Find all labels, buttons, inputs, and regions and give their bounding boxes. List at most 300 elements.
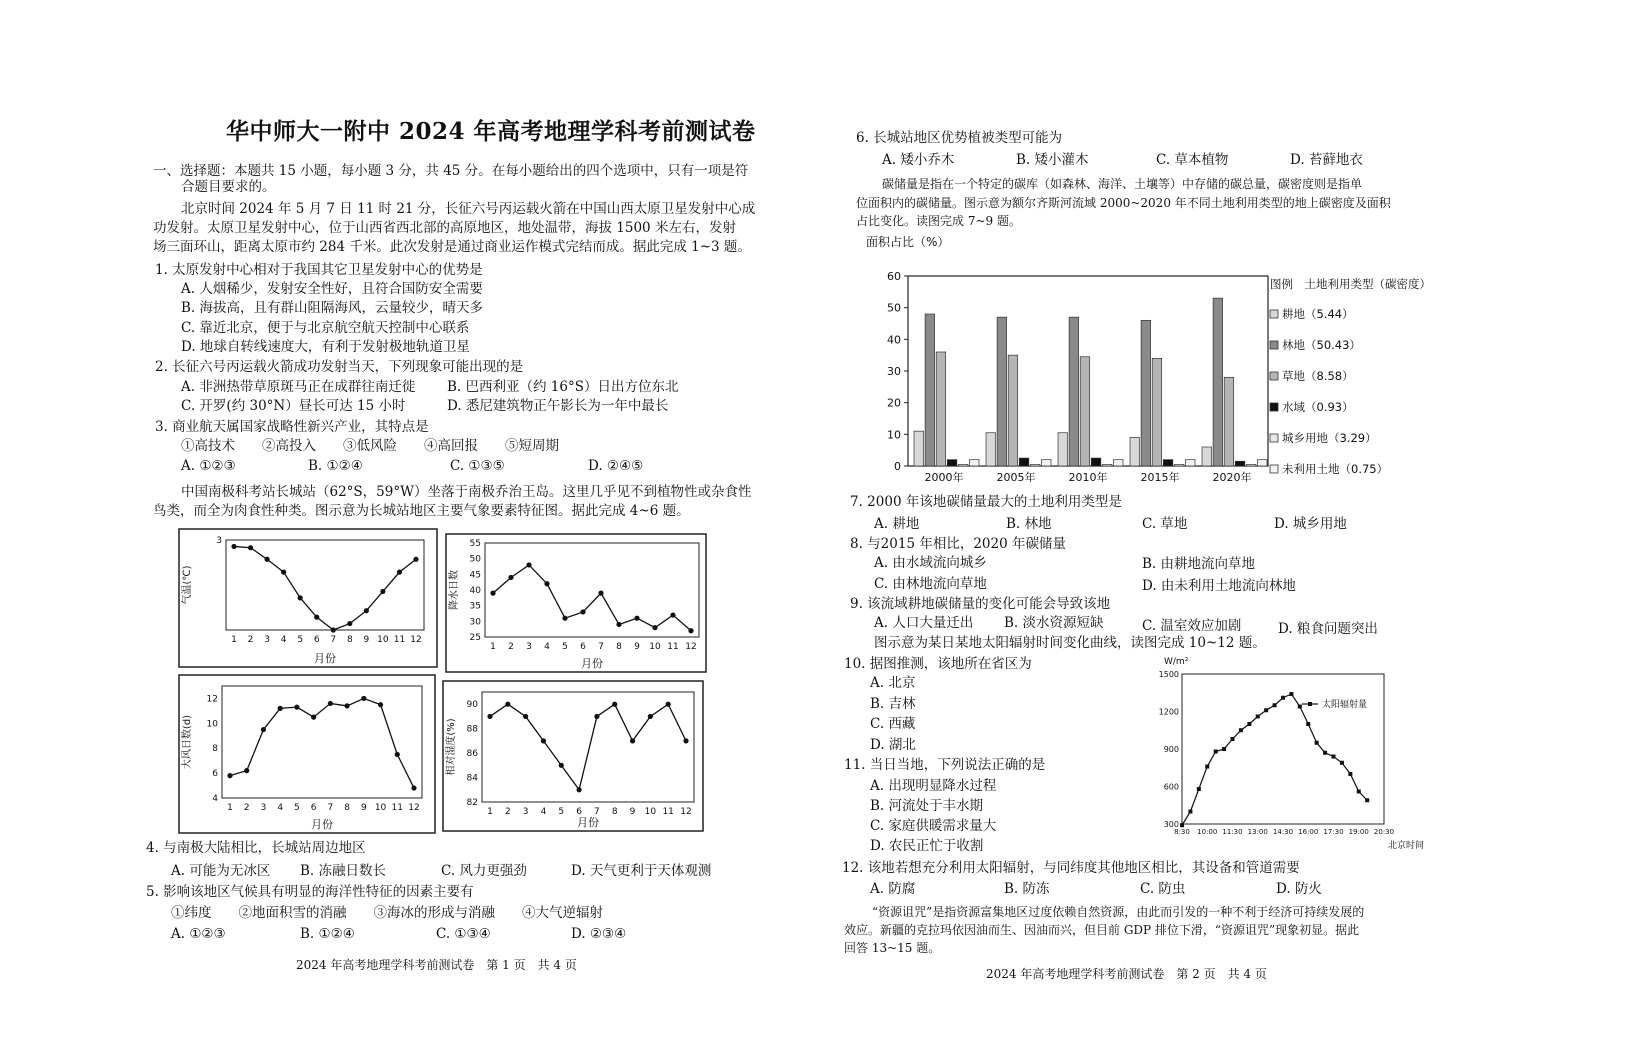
x-tick-label: 1	[227, 803, 233, 813]
y-tick-label: 60	[887, 270, 901, 283]
passage-line: 碳储量是指在一个特定的碳库（如森林、海洋、土壤等）中存储的碳总量，碳密度则是指单	[882, 177, 1363, 191]
question-9-stem: 9. 该流域耕地碳储量的变化可能会导致该地	[850, 596, 1111, 612]
x-tick-label: 6	[576, 807, 582, 817]
data-point	[311, 715, 316, 720]
legend-swatch	[1270, 372, 1278, 380]
y-tick-label: 30	[469, 617, 481, 628]
bar	[1042, 460, 1052, 466]
x-tick-label: 8	[344, 803, 350, 813]
data-point	[395, 752, 400, 757]
data-point	[544, 581, 549, 586]
bar	[1163, 460, 1173, 466]
q3-option-d[interactable]: D. ②④⑤	[588, 458, 644, 474]
y-tick-label: 8	[212, 744, 218, 755]
data-point	[505, 702, 510, 707]
q7-option-b[interactable]: B. 林地	[1006, 516, 1052, 532]
data-point	[490, 591, 495, 596]
data-point	[598, 591, 603, 596]
q6-option-b[interactable]: B. 矮小灌木	[1016, 152, 1089, 168]
q3-items: ①高技术 ②高投入 ③低风险 ④高回报 ⑤短周期	[181, 438, 559, 454]
x-tick-label: 10	[377, 635, 389, 645]
q3-option-a[interactable]: A. ①②③	[181, 458, 236, 474]
bar	[997, 317, 1007, 466]
x-tick-label: 16:00	[1298, 828, 1319, 836]
bar	[1030, 464, 1040, 466]
y-tick-label: 900	[1163, 745, 1179, 754]
x-tick-label: 2020年	[1212, 471, 1252, 484]
x-tick-label: 8	[611, 807, 618, 817]
q7-option-a[interactable]: A. 耕地	[874, 516, 920, 532]
q11-option-c[interactable]: C. 家庭供暖需求量大	[870, 818, 997, 834]
question-10-stem: 10. 据图推测，该地所在省区为	[844, 656, 1032, 672]
data-point	[559, 763, 564, 768]
data-point	[562, 616, 567, 621]
data-point	[1231, 737, 1235, 741]
x-tick-label: 4	[277, 803, 284, 813]
x-axis-label: 月份	[311, 818, 333, 831]
plot-area	[226, 540, 424, 630]
temperature-chart	[178, 528, 438, 668]
x-tick-label: 6	[580, 642, 586, 652]
x-axis-label: 月份	[581, 657, 603, 670]
bar	[1202, 447, 1212, 466]
q5-option-c[interactable]: C. ①③④	[436, 926, 491, 942]
x-tick-label: 10:00	[1197, 828, 1218, 836]
series-line	[493, 565, 691, 631]
data-point	[261, 727, 266, 732]
exam-title: 华中师大一附中 2024 年高考地理学科考前测试卷	[226, 118, 756, 145]
y-axis-label: 大风日数(d)	[182, 714, 193, 770]
q12-option-d[interactable]: D. 防火	[1276, 881, 1322, 897]
q6-option-d[interactable]: D. 苔藓地衣	[1290, 152, 1363, 168]
x-tick-label: 19:00	[1348, 828, 1369, 836]
data-point	[670, 612, 675, 617]
q2-option-a[interactable]: A. 非洲热带草原斑马正在成群往南迁徙	[181, 379, 416, 395]
data-point	[666, 702, 671, 707]
bar	[970, 460, 980, 466]
x-tick-label: 17:30	[1323, 828, 1344, 836]
q2-option-b[interactable]: B. 巴西利亚（约 16°S）日出方位东北	[447, 379, 679, 395]
q5-items: ①纬度 ②地面积雪的消融 ③海冰的形成与消融 ④大气逆辐射	[171, 905, 603, 921]
y-tick-label: 88	[466, 724, 478, 735]
bar	[1186, 460, 1196, 466]
series-line	[1182, 694, 1367, 825]
q12-option-b[interactable]: B. 防冻	[1004, 881, 1050, 897]
data-point	[361, 696, 366, 701]
q1-option-b[interactable]: B. 海拔高，且有群山阻隔海风，云量较少，晴天多	[181, 300, 484, 316]
q5-option-d[interactable]: D. ②③④	[571, 926, 627, 942]
passage-line: 回答 13~15 题。	[844, 941, 941, 955]
data-point	[328, 701, 333, 706]
bar	[1069, 317, 1079, 466]
bar	[1152, 358, 1162, 466]
data-point	[244, 768, 249, 773]
y-tick-label: 1200	[1158, 707, 1179, 717]
data-point	[378, 702, 383, 707]
data-point	[411, 785, 416, 790]
solar-radiation-chart	[1152, 654, 1438, 854]
data-point	[1264, 708, 1268, 712]
data-point	[364, 608, 369, 613]
x-tick-label: 10	[649, 642, 661, 652]
data-point	[652, 625, 657, 630]
question-4-stem: 4. 与南极大陆相比，长城站周边地区	[146, 840, 366, 856]
passage-line: 占比变化。读图完成 7~9 题。	[856, 214, 1021, 228]
q8-option-d[interactable]: D. 由未利用土地流向林地	[1142, 578, 1296, 594]
data-point	[331, 627, 336, 632]
section-instructions-cont: 合题目要求的。	[181, 179, 276, 195]
question-12-stem: 12. 该地若想充分利用太阳辐射，与同纬度其他地区相比，其设备和管道需要	[842, 860, 1300, 876]
data-point	[1340, 761, 1344, 765]
x-tick-label: 6	[310, 803, 317, 813]
q10-option-d[interactable]: D. 湖北	[870, 737, 916, 753]
q5-option-b[interactable]: B. ①②④	[300, 926, 355, 942]
q5-option-a[interactable]: A. ①②③	[171, 926, 226, 942]
data-point	[1214, 750, 1218, 754]
data-point	[1306, 722, 1310, 726]
passage-line: 北京时间 2024 年 5 月 7 日 11 时 21 分，长征六号丙运载火箭在中国山西太原卫星发射中心成	[181, 201, 756, 217]
data-point	[683, 738, 688, 743]
legend-label: 水域（0.93）	[1282, 400, 1354, 414]
q9-option-b[interactable]: B. 淡水资源短缺	[1004, 615, 1104, 631]
x-tick-label: 10	[644, 807, 657, 817]
question-6-stem: 6. 长城站地区优势植被类型可能为	[856, 130, 1063, 146]
y-tick-label: 600	[1163, 782, 1179, 792]
y-tick-label: 86	[466, 749, 478, 760]
x-tick-label: 2010年	[1068, 471, 1108, 484]
series-line	[230, 698, 414, 788]
x-tick-label: 11	[667, 642, 679, 652]
data-point	[1273, 703, 1277, 707]
q8-option-a[interactable]: A. 由水域流向城乡	[874, 555, 987, 571]
y-tick-label: 90	[466, 700, 478, 711]
x-tick-label: 2	[504, 807, 511, 817]
data-point	[688, 628, 693, 633]
bar	[1141, 320, 1151, 466]
q11-option-b[interactable]: B. 河流处于丰水期	[870, 798, 984, 814]
y-tick-label: 4	[212, 794, 218, 804]
passage-line: 场三面环山，距离太原市约 284 千米。此次发射是通过商业运作模式完结而成。据此完成 1~3 题。	[153, 239, 751, 255]
q4-option-c[interactable]: C. 风力更强劲	[441, 863, 527, 879]
y-tick-label: 40	[887, 333, 901, 347]
y-tick-label: 300	[1163, 820, 1179, 829]
question-5-stem: 5. 影响该地区气候具有明显的海洋性特征的因素主要有	[146, 884, 474, 900]
x-tick-label: 4	[280, 635, 287, 645]
x-tick-label: 10	[374, 803, 387, 813]
q7-option-c[interactable]: C. 草地	[1142, 516, 1188, 532]
data-point	[580, 609, 585, 614]
passage-line: 鸟类，而全为肉食性种类。图示意为长城站地区主要气象要素特征图。据此完成 4~6 题。	[153, 503, 690, 519]
bar	[936, 352, 946, 466]
data-point	[523, 714, 528, 719]
y-tick-label: 55	[469, 539, 481, 549]
data-point	[1205, 765, 1209, 769]
q4-option-b[interactable]: B. 冻融日数长	[300, 863, 387, 879]
x-tick-label: 2000年	[924, 471, 964, 484]
x-tick-label: 12	[685, 642, 697, 652]
y-axis-label: 气温(℃)	[182, 565, 193, 605]
x-axis-label: 月份	[314, 652, 336, 665]
data-point	[314, 615, 319, 620]
q3-option-b[interactable]: B. ①②④	[308, 458, 363, 474]
x-tick-label: 14:30	[1272, 828, 1294, 836]
x-tick-label: 11	[391, 803, 403, 813]
y-axis-label: 面积占比（%）	[866, 235, 950, 249]
data-point	[413, 557, 418, 562]
question-7-stem: 7. 2000 年该地碳储量最大的土地利用类型是	[850, 494, 1122, 510]
bar	[1058, 433, 1068, 466]
legend-label: 未利用土地（0.75）	[1282, 462, 1389, 476]
q10-option-c[interactable]: C. 西藏	[870, 716, 916, 732]
q10-option-a[interactable]: A. 北京	[870, 675, 916, 691]
passage-line: “资源诅咒”是指资源富集地区过度依赖自然资源，由此而引发的一种不利于经济可持续发展的	[872, 905, 1365, 919]
x-tick-label: 7	[327, 803, 334, 813]
data-point	[347, 621, 352, 626]
data-point	[1332, 755, 1336, 759]
data-point	[1247, 722, 1251, 726]
y-tick-label: 3	[216, 536, 222, 546]
x-tick-label: 4	[544, 642, 550, 652]
legend-label: 太阳辐射量	[1322, 700, 1368, 710]
legend-swatch	[1270, 341, 1278, 349]
data-point	[294, 705, 299, 710]
bar	[1258, 460, 1268, 466]
data-point	[298, 595, 303, 600]
y-tick-label: 30	[887, 365, 901, 378]
x-tick-label: 8	[616, 642, 622, 652]
q7-option-d[interactable]: D. 城乡用地	[1274, 516, 1347, 532]
x-tick-label: 1	[231, 635, 237, 645]
y-tick-label: 0	[894, 460, 901, 473]
q3-option-c[interactable]: C. ①③⑤	[450, 458, 505, 474]
bar	[1008, 355, 1018, 466]
y-tick-label: 84	[466, 773, 478, 784]
data-point	[231, 544, 236, 549]
y-tick-label: 10	[206, 719, 218, 730]
bar	[1019, 458, 1029, 466]
x-tick-label: 12	[410, 635, 422, 645]
y-tick-label: 45	[469, 570, 481, 581]
legend-marker	[1308, 702, 1312, 706]
data-point	[1188, 810, 1192, 814]
x-tick-label: 2	[243, 803, 250, 813]
x-tick-label: 3	[264, 635, 270, 645]
q1-option-a[interactable]: A. 人烟稀少，发射安全性好，且符合国防安全需要	[181, 281, 483, 297]
x-tick-label: 1	[487, 807, 493, 817]
q9-option-a[interactable]: A. 人口大量迁出	[874, 615, 974, 631]
data-point	[278, 706, 283, 711]
y-tick-label: 35	[469, 601, 481, 612]
data-point	[248, 545, 253, 550]
data-point	[1365, 798, 1369, 802]
y-tick-label: 50	[469, 554, 481, 565]
x-tick-label: 9	[363, 635, 370, 645]
plot-area	[485, 543, 699, 637]
question-3-stem: 3. 商业航天属国家战略性新兴产业，其特点是	[155, 419, 429, 435]
y-tick-label: 10	[887, 428, 901, 442]
legend-label: 城乡用地（3.29）	[1282, 431, 1377, 445]
data-point	[1323, 751, 1327, 755]
series-line	[234, 546, 416, 630]
x-tick-label: 8:30	[1174, 828, 1190, 836]
data-point	[380, 589, 385, 594]
y-axis-label: W/m²	[1164, 657, 1189, 667]
x-tick-label: 2015年	[1140, 471, 1180, 484]
q9-option-d[interactable]: D. 粮食问题突出	[1278, 621, 1378, 637]
data-point	[1197, 787, 1201, 791]
y-tick-label: 40	[469, 586, 481, 596]
q6-option-c[interactable]: C. 草本植物	[1156, 152, 1229, 168]
y-tick-label: 12	[206, 694, 218, 705]
question-11-stem: 11. 当日当地，下列说法正确的是	[844, 757, 1046, 773]
data-point	[1239, 728, 1243, 732]
data-point	[1289, 692, 1293, 696]
bar	[1246, 464, 1256, 466]
data-point	[1180, 823, 1184, 827]
exam-page-2	[816, 0, 1632, 1056]
page-footer: 2024 年高考地理学科考前测试卷 第 2 页 共 4 页	[986, 967, 1267, 981]
bar	[1102, 464, 1112, 466]
page-footer: 2024 年高考地理学科考前测试卷 第 1 页 共 4 页	[296, 958, 577, 972]
data-point	[1298, 705, 1302, 709]
x-tick-label: 2	[247, 635, 254, 645]
data-point	[1315, 741, 1319, 745]
bar	[947, 460, 957, 466]
legend-label: 耕地（5.44）	[1282, 307, 1354, 321]
passage-line: 中国南极科考站长城站（62°S，59°W）坐落于南极乔治王岛。这里几乎见不到植物性或杂食性	[181, 484, 752, 500]
bar	[1091, 458, 1101, 466]
q4-option-a[interactable]: A. 可能为无冰区	[171, 863, 271, 879]
data-point	[576, 787, 581, 792]
question-2-stem: 2. 长征六号丙运载火箭成功发射当天，下列现象可能出现的是	[155, 359, 524, 375]
y-tick-label: 20	[887, 396, 901, 410]
x-tick-label: 9	[629, 807, 636, 817]
x-tick-label: 4	[540, 807, 547, 817]
precipitation-days-chart	[445, 533, 707, 673]
data-point	[1222, 747, 1226, 751]
question-1-stem: 1. 太原发射中心相对于我国其它卫星发射中心的优势是	[155, 262, 483, 278]
x-tick-label: 11	[393, 635, 406, 645]
land-use-bar-chart	[866, 232, 1434, 494]
data-point	[344, 703, 349, 708]
legend-swatch	[1270, 434, 1278, 442]
bar	[925, 314, 935, 466]
question-8-stem: 8. 与2015 年相比，2020 年碳储量	[850, 536, 1066, 552]
data-point	[1357, 790, 1361, 794]
q10-option-b[interactable]: B. 吉林	[870, 696, 916, 712]
bar	[1130, 438, 1140, 467]
q11-option-d[interactable]: D. 农民正忙于收割	[870, 838, 984, 854]
data-point	[264, 557, 269, 562]
q8-option-c[interactable]: C. 由林地流向草地	[874, 576, 987, 592]
data-point	[630, 738, 635, 743]
x-tick-label: 7	[594, 807, 600, 817]
bar	[1224, 377, 1234, 466]
series-line	[490, 704, 686, 790]
x-tick-label: 11:30	[1222, 828, 1243, 836]
x-tick-label: 2005年	[996, 471, 1036, 484]
data-point	[616, 622, 621, 627]
y-tick-label: 6	[212, 769, 218, 780]
data-point	[541, 738, 546, 743]
passage-line: 功发射。太原卫星发射中心，位于山西省西北部的高原地区，地处温带，海拔 1500 米左右，发射	[153, 220, 736, 236]
data-point	[397, 570, 402, 575]
y-tick-label: 82	[466, 798, 478, 808]
x-tick-label: 9	[634, 642, 640, 652]
gale-days-chart	[178, 674, 436, 834]
q12-option-a[interactable]: A. 防腐	[870, 881, 916, 897]
data-point	[612, 702, 617, 707]
x-axis-label: 月份	[577, 816, 599, 829]
bar	[914, 431, 924, 466]
x-tick-label: 3	[260, 803, 267, 813]
x-tick-label: 6	[313, 635, 320, 645]
bar	[1235, 461, 1245, 466]
x-axis-label: 北京时间	[1387, 841, 1425, 851]
passage-line: 效应。新疆的克拉玛依因油而生、因油而兴，但目前 GDP 排位下滑，“资源诅咒”现象初显。据此	[844, 923, 1360, 937]
q6-option-a[interactable]: A. 矮小乔木	[882, 152, 955, 168]
data-point	[487, 714, 492, 719]
q9-option-c[interactable]: C. 温室效应加剧	[1142, 618, 1242, 634]
section-instructions: 一、选择题：本题共 15 小题，每小题 3 分，共 45 分。在每小题给出的四个选项中，只有一项是符	[153, 163, 749, 179]
data-point	[648, 714, 653, 719]
x-tick-label: 7	[598, 642, 604, 652]
data-point	[1256, 715, 1260, 719]
q1-option-d[interactable]: D. 地球自转线速度大，有利于发射极地轨道卫星	[181, 339, 470, 355]
data-point	[281, 570, 286, 575]
q2-option-c[interactable]: C. 开罗(约 30°N）昼长可达 15 小时	[181, 398, 406, 414]
x-tick-label: 5	[297, 635, 304, 645]
data-point	[634, 616, 639, 621]
legend-swatch	[1270, 465, 1278, 473]
q2-option-d[interactable]: D. 悉尼建筑物正午影长为一年中最长	[447, 398, 669, 414]
humidity-chart	[442, 680, 704, 832]
bar	[1080, 357, 1090, 466]
data-point	[227, 773, 232, 778]
q4-option-d[interactable]: D. 天气更利于天体观测	[571, 863, 712, 879]
x-tick-label: 11	[662, 807, 674, 817]
x-tick-label: 5	[562, 642, 568, 652]
x-tick-label: 12	[680, 807, 692, 817]
data-point	[594, 714, 599, 719]
q8-option-b[interactable]: B. 由耕地流向草地	[1142, 556, 1256, 572]
y-axis-label: 降水日数	[449, 570, 460, 610]
passage-line: 位面积内的碳储量。图示意为额尔齐斯河流域 2000~2020 年不同土地利用类型的地上碳密度及面积	[856, 196, 1391, 210]
legend-label: 草地（8.58）	[1282, 369, 1354, 383]
x-tick-label: 2	[508, 642, 514, 652]
chart-frame	[179, 529, 437, 667]
y-tick-label: 50	[887, 301, 901, 315]
y-axis-label: 相对湿度(%)	[446, 718, 457, 776]
legend-label: 林地（50.43）	[1282, 338, 1361, 352]
q12-option-c[interactable]: C. 防虫	[1140, 881, 1186, 897]
x-tick-label: 20:30	[1373, 828, 1395, 836]
x-tick-label: 3	[526, 642, 532, 652]
data-point	[526, 562, 531, 567]
bar	[986, 433, 996, 466]
plot-area	[222, 686, 422, 798]
bar	[958, 464, 968, 466]
q11-option-a[interactable]: A. 出现明显降水过程	[870, 778, 997, 794]
y-tick-label: 25	[469, 633, 481, 643]
x-tick-label: 5	[558, 807, 565, 817]
x-tick-label: 7	[330, 635, 337, 645]
legend-title: 图例 土地利用类型（碳密度）	[1270, 277, 1431, 291]
legend-swatch	[1270, 403, 1278, 411]
q1-option-c[interactable]: C. 靠近北京，便于与北京航空航天控制中心联系	[181, 320, 470, 336]
data-point	[1348, 772, 1352, 776]
x-tick-label: 9	[360, 803, 367, 813]
